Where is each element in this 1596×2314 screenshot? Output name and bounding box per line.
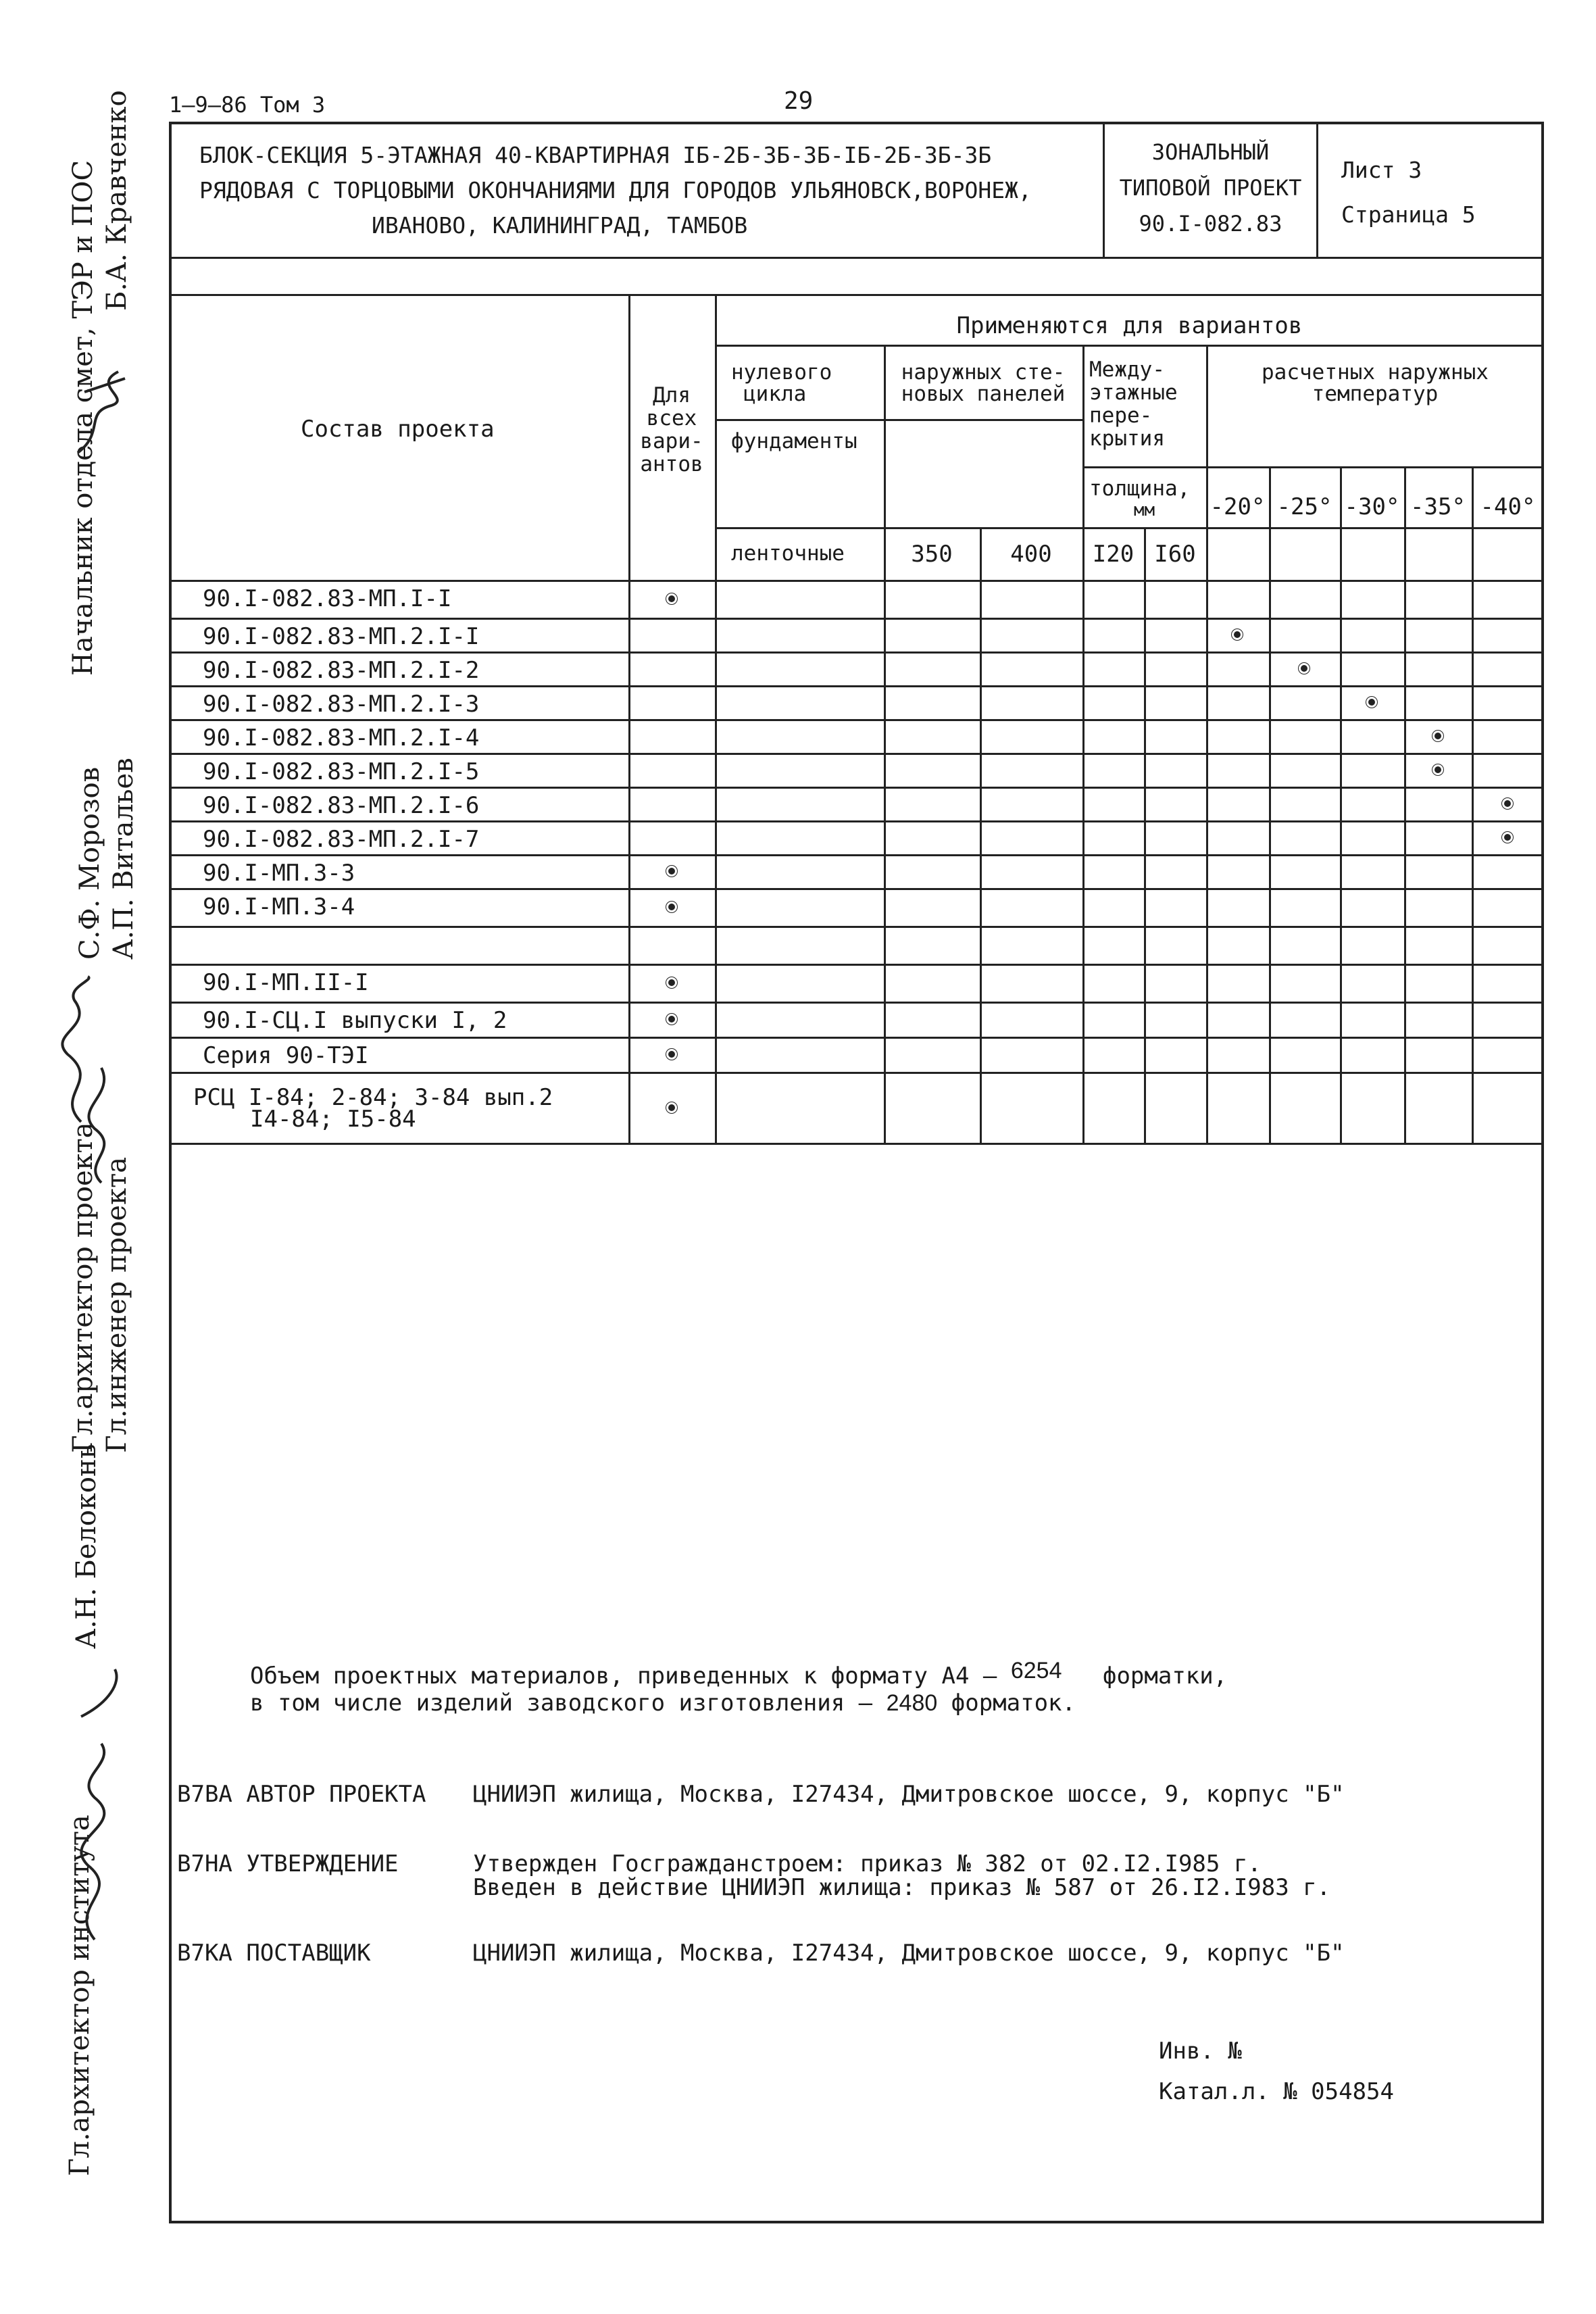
row-name: 90.I-СЦ.I выпуски I, 2 <box>203 1007 507 1034</box>
volume-line-2-unit: форматок. <box>951 1690 1076 1717</box>
row-divider <box>169 964 1544 966</box>
catalog-number: Катал.л. № 054854 <box>1159 2078 1394 2105</box>
info-approval-text-2: Введен в действие ЦНИИЭП жилища: приказ № 587 от 26.I2.I983 г. <box>473 1874 1331 1901</box>
inventory-number: Инв. № <box>1159 2038 1242 2065</box>
header-thickness-2: мм <box>1133 500 1155 520</box>
side-eng-name: А.П. Витальев <box>108 758 139 960</box>
row-name: 90.I-082.83-МП.2.I-4 <box>203 724 480 752</box>
row-divider <box>169 1037 1544 1039</box>
mark-temperature <box>1366 697 1377 708</box>
row-name: 90.I-082.83-МП.2.I-3 <box>203 691 480 718</box>
signature-kravchenko <box>64 351 145 460</box>
mark-all-variants <box>666 1102 677 1113</box>
header-all-2: всех <box>646 406 697 430</box>
header-outer-walls-1: наружных сте- <box>901 360 1066 385</box>
header-foundations: фундаменты <box>731 429 857 453</box>
side-arch-name: С.Ф. Морозов <box>74 766 105 960</box>
header-all-4: антов <box>640 452 703 476</box>
header-strip: ленточные <box>731 541 845 566</box>
header-thickness-1: толщина, <box>1089 476 1191 501</box>
info-supplier-code: В7КА ПОСТАВЩИК <box>177 1940 371 1967</box>
header-floor-160: I60 <box>1154 541 1196 568</box>
header-composition: Состав проекта <box>301 416 495 443</box>
volume-line-2-text: в том числе изделий заводского изготовления – <box>250 1690 873 1717</box>
side-head-dept: Начальник отдела смет, ТЭР и ПОС <box>68 159 99 676</box>
mark-all-variants <box>666 593 677 604</box>
header-floors-4: крытия <box>1089 426 1165 451</box>
volume-line-2 <box>250 1690 1076 1717</box>
page-number: 29 <box>784 87 814 115</box>
info-author-text: ЦНИИЭП жилища, Москва, I27434, Дмитровское шоссе, 9, корпус "Б" <box>473 1781 1345 1808</box>
row-name: 90.I-082.83-МП.2.I-2 <box>203 657 480 684</box>
mark-all-variants <box>666 1049 677 1060</box>
header-floors-3: пере- <box>1089 403 1153 428</box>
side-head-name: Б.А. Кравченко <box>101 90 132 311</box>
info-approval-text: Утвержден Госгражданстроем: приказ № 382 от 02.I2.I985 г. <box>473 1850 1262 1877</box>
header-all-3: вари- <box>640 429 703 453</box>
mark-temperature <box>1432 731 1443 741</box>
header-wall-350: 350 <box>911 541 953 568</box>
header-applied-for: Применяются для вариантов <box>956 312 1303 339</box>
side-arch: Гл.архитектор проекта <box>68 1122 99 1453</box>
title-line-2: РЯДОВАЯ С ТОРЦОВЫМИ ОКОНЧАНИЯМИ ДЛЯ ГОРОДОВ УЛЬЯНОВСК,ВОРОНЕЖ, <box>199 177 1032 203</box>
info-author-code: В7ВА АВТОР ПРОЕКТА <box>177 1781 426 1808</box>
row-name: 90.I-МП.3-4 <box>203 893 355 920</box>
header-wall-400: 400 <box>1010 541 1052 568</box>
mark-all-variants <box>666 1014 677 1025</box>
mark-all-variants <box>666 977 677 988</box>
side-eng: Гл.инженер проекта <box>101 1156 132 1453</box>
row-name: 90.I-082.83-МП.2.I-5 <box>203 758 480 785</box>
row-name: 90.I-082.83-МП.2.I-7 <box>203 826 480 853</box>
row-divider <box>169 719 1544 721</box>
mark-all-variants <box>666 902 677 912</box>
header-floors-1: Между- <box>1089 358 1165 382</box>
row-name: 90.I-МП.3-3 <box>203 860 355 887</box>
row-name: 90.I-082.83-МП.2.I-I <box>203 623 480 650</box>
row-name: 90.I-082.83-МП.I-I <box>203 585 452 612</box>
project-type-1: ЗОНАЛЬНЫЙ <box>1151 139 1270 165</box>
info-supplier-text: ЦНИИЭП жилища, Москва, I27434, Дмитровское шоссе, 9, корпус "Б" <box>473 1940 1345 1967</box>
page-label: Страница 5 <box>1341 201 1476 228</box>
header-temps-1: расчетных наружных <box>1262 360 1489 385</box>
mark-temperature <box>1502 832 1513 843</box>
header-temps-2: температур <box>1312 382 1439 406</box>
row-name: РСЦ I-84; 2-84; 3-84 вып.2 <box>193 1084 553 1111</box>
project-code: 90.I-082.83 <box>1139 211 1282 237</box>
title-line-3: ИВАНОВО, КАЛИНИНГРАД, ТАМБОВ <box>372 212 748 239</box>
sheet-number: Лист 3 <box>1341 157 1422 183</box>
header-all-1: Для <box>653 383 691 408</box>
mark-all-variants <box>666 866 677 877</box>
row-divider <box>169 787 1544 789</box>
header-temp-30: -30° <box>1344 493 1400 520</box>
row-name-continued: I4-84; I5-84 <box>250 1106 416 1133</box>
mark-temperature <box>1432 764 1443 775</box>
mark-temperature <box>1232 629 1243 640</box>
signature-vitalyev <box>74 1054 135 1189</box>
document-reference: 1–9–86 Том 3 <box>169 92 326 118</box>
header-temp-20: -20° <box>1210 493 1266 520</box>
volume-formats-factory: 2480 <box>886 1690 938 1716</box>
title-line-1: БЛОК-СЕКЦИЯ 5-ЭТАЖНАЯ 40-КВАРТИРНАЯ IБ-2Б-3Б-3Б-IБ-2Б-3Б-3Б <box>199 142 992 168</box>
header-outer-walls-2: новых панелей <box>901 382 1066 406</box>
side-inst: Гл.архитектор института <box>64 1815 95 2176</box>
info-approval-code: В7НА УТВЕРЖДЕНИЕ <box>177 1850 399 1877</box>
row-divider <box>169 1002 1544 1004</box>
header-temp-25: -25° <box>1276 493 1332 520</box>
row-name: 90.I-МП.II-I <box>203 969 369 996</box>
signature-belokon <box>54 1663 149 1946</box>
row-divider <box>169 820 1544 822</box>
volume-line-1-text: Объем проектных материалов, приведенных к формату А4 – <box>250 1663 997 1690</box>
header-zero-cycle-2: цикла <box>743 382 807 406</box>
side-inst-name: А.Н. Белоконь <box>71 1444 102 1649</box>
header-zero-cycle-1: нулевого <box>731 360 832 385</box>
header-floor-120: I20 <box>1092 541 1134 568</box>
mark-temperature <box>1502 798 1513 809</box>
row-divider <box>169 618 1544 620</box>
row-divider <box>169 651 1544 654</box>
row-divider <box>169 854 1544 856</box>
volume-line-1 <box>250 1658 1228 1690</box>
row-name: 90.I-082.83-МП.2.I-6 <box>203 792 480 819</box>
row-divider <box>169 685 1544 687</box>
row-divider <box>169 926 1544 928</box>
row-divider <box>169 1072 1544 1074</box>
row-divider <box>169 888 1544 890</box>
mark-temperature <box>1299 663 1310 674</box>
header-temp-35: -35° <box>1410 493 1466 520</box>
row-divider <box>169 753 1544 755</box>
header-temp-40: -40° <box>1480 493 1536 520</box>
project-type-2: ТИПОВОЙ ПРОЕКТ <box>1119 175 1302 201</box>
volume-formats-total: 6254 <box>1010 1658 1062 1683</box>
volume-line-1-unit: форматки, <box>1102 1663 1228 1690</box>
row-name: Серия 90-ТЭI <box>203 1042 369 1069</box>
header-floors-2: этажные <box>1089 380 1178 405</box>
